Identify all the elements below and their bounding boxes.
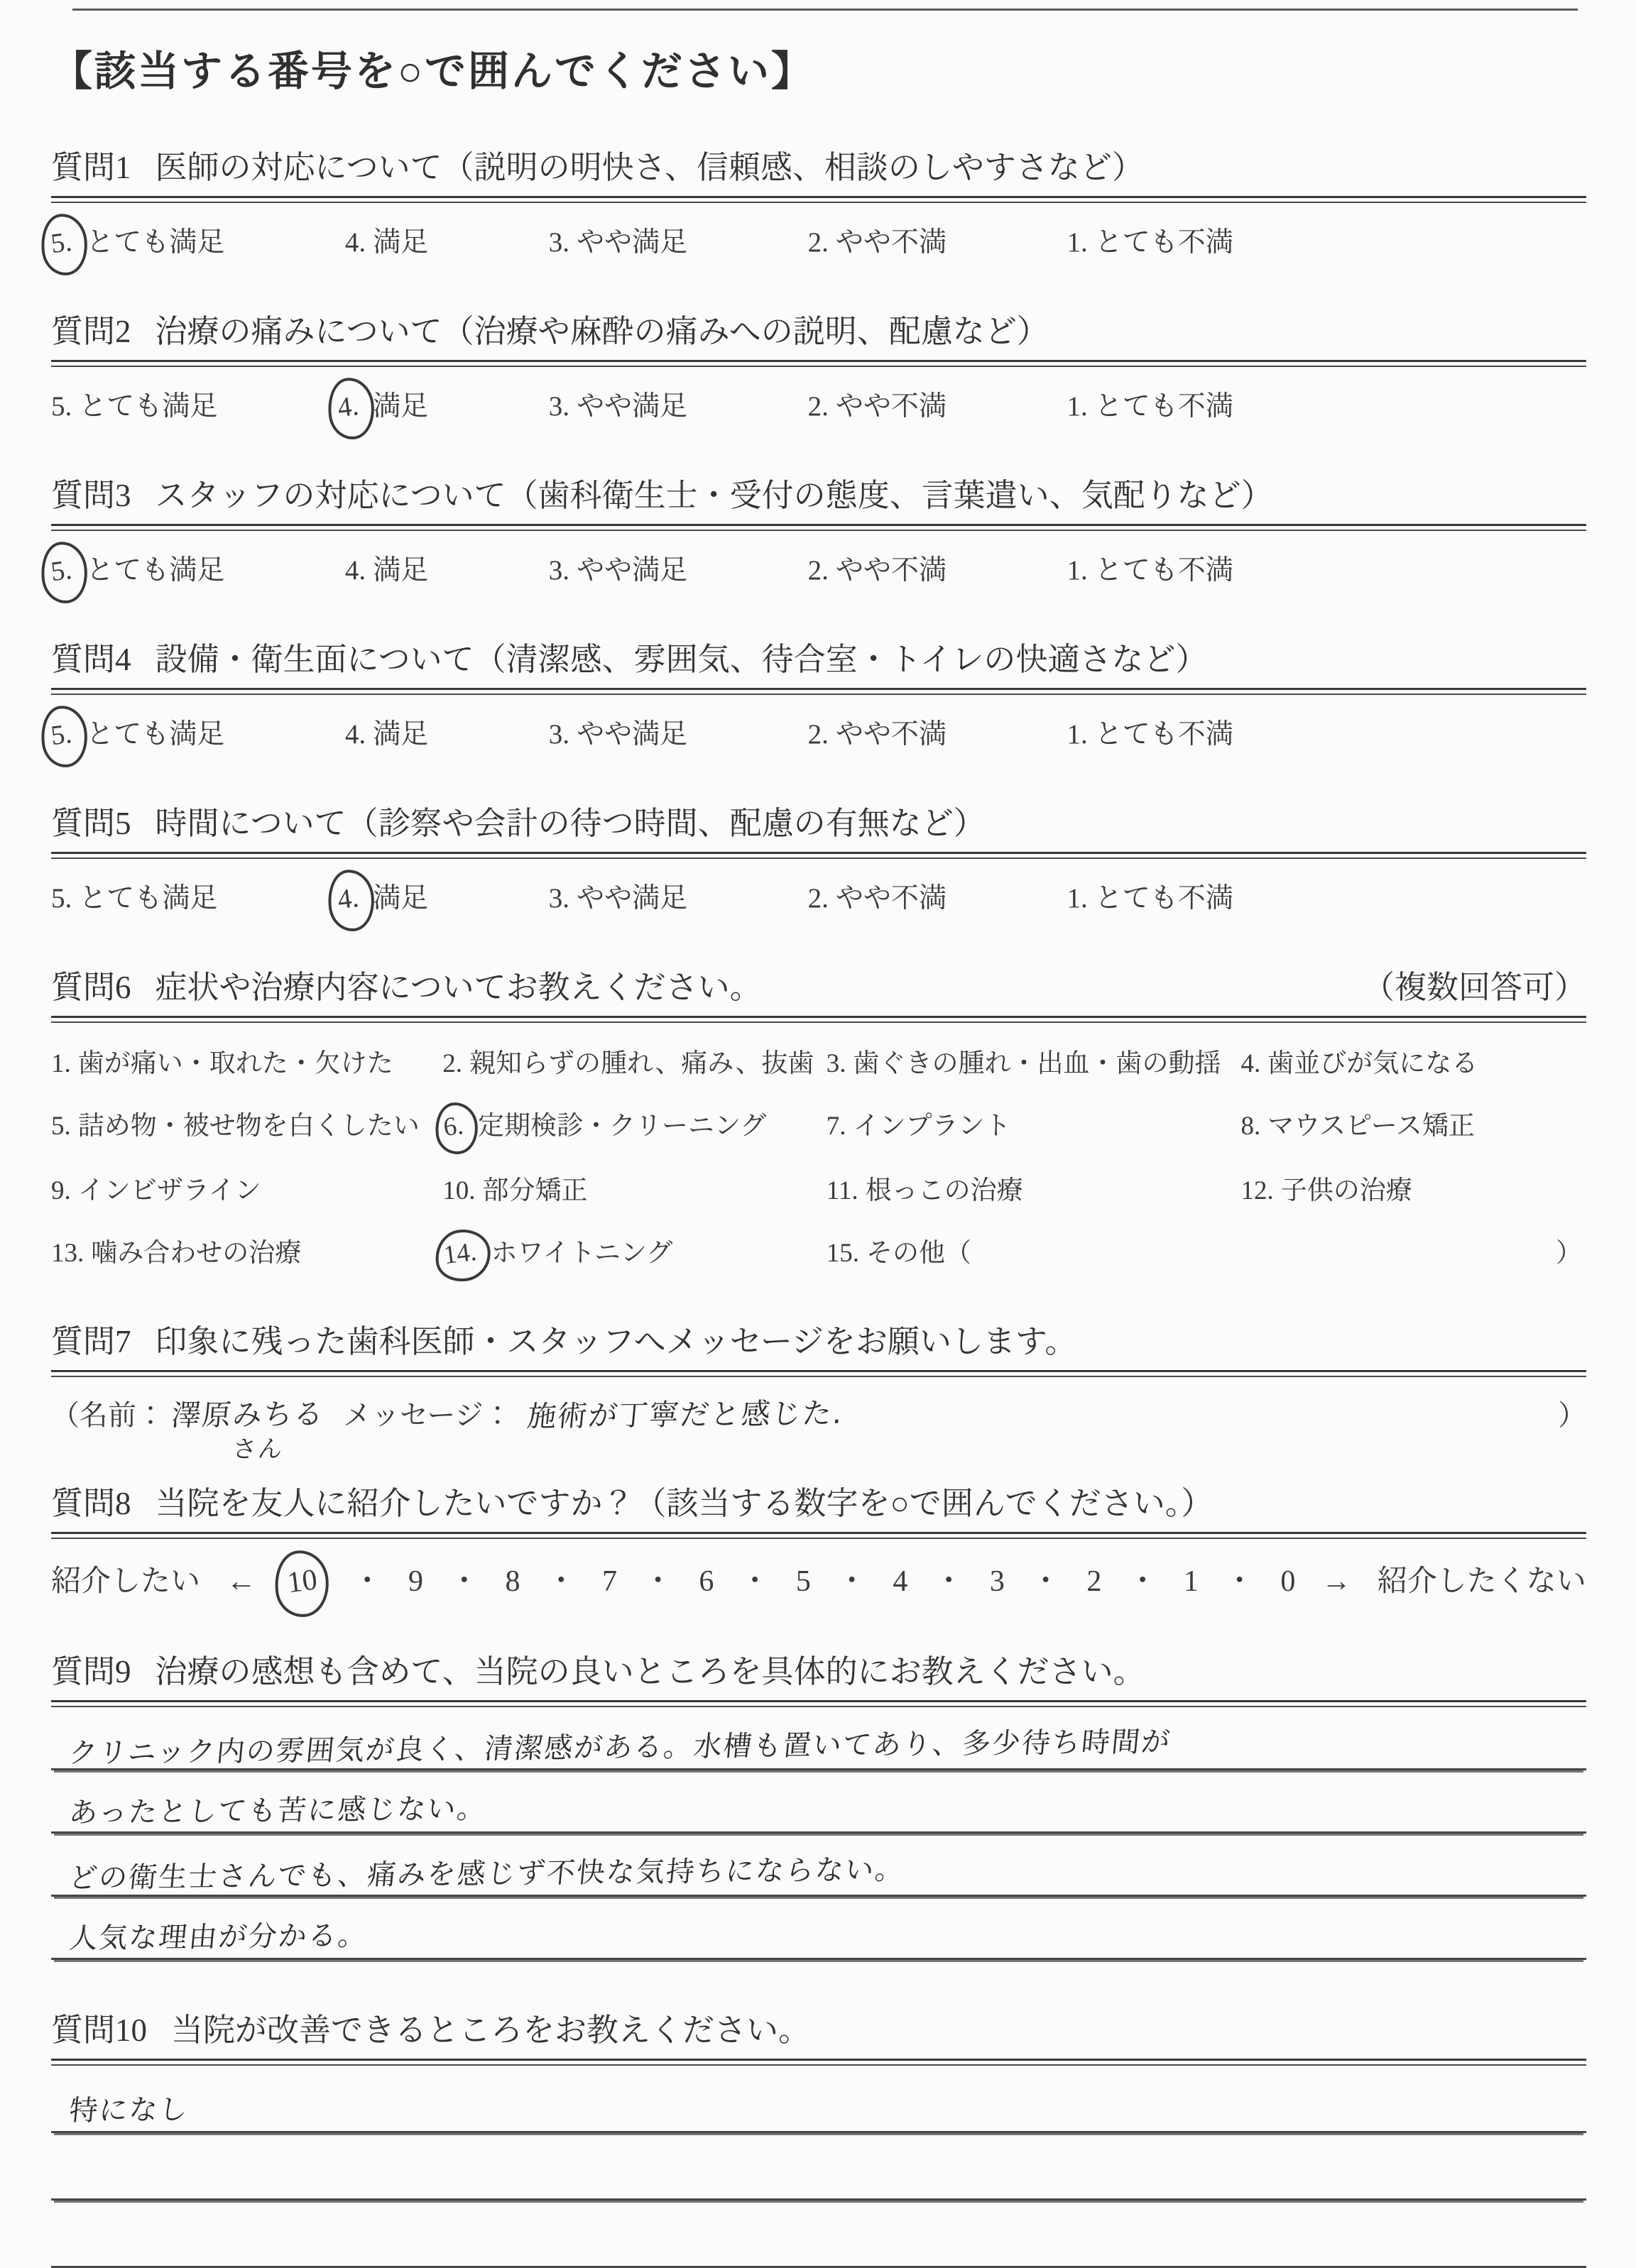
rating-option-4: 4. 満足	[338, 384, 428, 425]
page-title: 【該当する番号を○で囲んでください】	[51, 48, 815, 94]
treatment-item-14: 14. ホワイトニング	[442, 1231, 827, 1271]
question-number: 質問6	[51, 970, 131, 1005]
rating-option-3: 3. やや満足	[548, 227, 687, 258]
question-text: スタッフの対応について（歯科衛生士・受付の態度、言葉遣い、気配りなど）	[155, 478, 1273, 513]
rating-option-4: 4. 満足	[338, 876, 428, 917]
dot-separator: ・	[546, 1565, 577, 1598]
nps-scale	[51, 1557, 1586, 1601]
question-text: 時間について（診察や会計の待つ時間、配慮の有無など）	[155, 806, 986, 841]
question-number: 質問5	[51, 806, 131, 841]
handwritten-answer: どの衛生士さんでも、痛みを感じず不快な気持ちにならない。	[67, 1853, 907, 1895]
right-arrow-icon: →	[1321, 1565, 1352, 1598]
question-title	[51, 1645, 1586, 1692]
dot-separator: ・	[934, 1565, 964, 1598]
question-8	[51, 1477, 1586, 1601]
rating-option-3: 3. やや満足	[548, 555, 687, 586]
treatment-item-7: 7. インプラント	[826, 1112, 1011, 1141]
left-arrow-icon: ←	[226, 1565, 256, 1598]
handwritten-answer: あったとしても苦に感じない。	[67, 1792, 489, 1830]
question-1	[51, 141, 1586, 261]
rating-option-4: 4. 満足	[344, 227, 429, 258]
divider	[51, 688, 1586, 695]
dot-separator: ・	[449, 1565, 479, 1598]
divider	[51, 360, 1586, 367]
question-number: 質問9	[51, 1654, 131, 1689]
handwritten-circle: 5.	[38, 539, 91, 606]
answer-line-1	[51, 1707, 1586, 1770]
dot-separator: ・	[643, 1565, 673, 1598]
question-title	[51, 1315, 1586, 1362]
question-number: 質問8	[51, 1486, 131, 1521]
treatment-item-8: 8. マウスピース矯正	[1240, 1112, 1475, 1141]
treatment-item-4: 4. 歯並びが気になる	[1240, 1049, 1478, 1078]
divider	[51, 1700, 1586, 1707]
handwritten-circle: 5.	[38, 703, 91, 769]
question-7	[51, 1315, 1586, 1464]
name-field-label: （名前：	[51, 1399, 165, 1431]
question-text: 治療の痛みについて（治療や麻酔の痛みへの説明、配慮など）	[155, 314, 1049, 349]
treatment-item-12: 12. 子供の治療	[1240, 1176, 1412, 1205]
scale-number-5: 5	[795, 1565, 811, 1598]
handwritten-circle: 5.	[38, 211, 91, 278]
question-3	[51, 469, 1586, 589]
dot-separator: ・	[740, 1565, 770, 1598]
treatment-item-10: 10. 部分矯正	[442, 1176, 588, 1205]
question-10	[51, 2004, 1586, 2268]
rating-options	[51, 712, 1233, 753]
rating-option-2: 2. やや不満	[807, 555, 947, 586]
treatment-item-1: 1. 歯が痛い・取れた・欠けた	[51, 1049, 393, 1078]
multiple-answers-note: （複数回答可）	[1362, 970, 1586, 1005]
rating-option-1: 1. とても不満	[1067, 555, 1233, 586]
question-number: 質問10	[51, 2012, 148, 2048]
message-field-label: メッセージ：	[343, 1399, 512, 1431]
answer-line-1	[51, 2066, 1586, 2133]
scale-right-label: 紹介したくない	[1377, 1565, 1586, 1598]
question-number: 質問1	[51, 150, 131, 185]
question-title	[51, 141, 1586, 187]
question-text: 当院が改善できるところをお教えください。	[171, 2012, 811, 2048]
question-5	[51, 797, 1586, 917]
rating-options	[51, 220, 1233, 261]
handwritten-circle: 10	[271, 1547, 333, 1621]
rating-option-1: 1. とても不満	[1067, 391, 1233, 422]
question-text: 印象に残った歯科医師・スタッフへメッセージをお願いします。	[155, 1324, 1077, 1359]
handwritten-name: 澤原みちる さん	[170, 1396, 327, 1464]
handwritten-circle: 4.	[325, 867, 378, 933]
treatment-item-9: 9. インビザライン	[51, 1176, 261, 1205]
scale-number-8: 8	[505, 1565, 520, 1598]
rating-option-1: 1. とても不満	[1067, 227, 1233, 258]
divider	[51, 524, 1586, 531]
rating-option-3: 3. やや満足	[548, 883, 687, 914]
handwritten-answer: クリニック内の雰囲気が良く、清潔感がある。水槽も置いてあり、多少待ち時間が	[67, 1725, 1173, 1770]
rating-option-5: 5. とても満足	[51, 548, 224, 589]
rating-option-5: 5. とても満足	[51, 712, 224, 753]
handwritten-circle: 6.	[432, 1100, 481, 1157]
answer-line-2	[51, 1770, 1586, 1834]
scale-number-3: 3	[989, 1565, 1005, 1598]
answer-line-3	[51, 1834, 1586, 1897]
rating-option-1: 1. とても不満	[1067, 883, 1233, 914]
scale-number-4: 4	[893, 1565, 908, 1598]
question-title	[51, 1477, 1586, 1523]
rating-option-2: 2. やや不満	[807, 719, 947, 750]
answer-line-2	[51, 2133, 1586, 2201]
rating-option-2: 2. やや不満	[807, 391, 947, 422]
dot-separator: ・	[836, 1565, 867, 1598]
scale-number-2: 2	[1086, 1565, 1102, 1598]
rating-options	[51, 548, 1233, 589]
rating-options	[51, 384, 1233, 425]
treatment-item-13: 13. 噛み合わせの治療	[51, 1239, 302, 1268]
handwritten-name-suffix: さん	[231, 1435, 285, 1464]
question-9	[51, 1645, 1586, 1960]
question-title	[51, 633, 1586, 679]
scale-number-10	[282, 1563, 326, 1601]
question-4	[51, 633, 1586, 753]
scale-number-9: 9	[408, 1565, 423, 1598]
treatment-item-3: 3. 歯ぐきの腫れ・出血・歯の動揺	[826, 1049, 1221, 1078]
rating-option-5: 5. とても満足	[51, 220, 224, 261]
close-paren: ）	[1558, 1399, 1586, 1431]
rating-option-5: 5. とても満足	[51, 883, 218, 914]
question-text: 設備・衛生面について（清潔感、雰囲気、待合室・トイレの快適さなど）	[155, 642, 1208, 677]
question-text: 医師の対応について（説明の明快さ、信頼感、相談のしやすさなど）	[155, 150, 1144, 185]
rating-option-2: 2. やや不満	[807, 883, 947, 914]
question-6	[51, 961, 1586, 1271]
scale-number-6: 6	[699, 1565, 714, 1598]
answer-line-3	[51, 2201, 1586, 2268]
divider	[51, 2059, 1586, 2066]
treatment-item-5: 5. 詰め物・被せ物を白くしたい	[51, 1112, 420, 1141]
question-text: 当院を友人に紹介したいですか？（該当する数字を○で囲んでください。）	[155, 1486, 1214, 1521]
divider	[51, 1016, 1586, 1023]
question-2	[51, 305, 1586, 425]
question-title	[51, 961, 1586, 1007]
handwritten-answer: 人気な理由が分かる。	[67, 1919, 370, 1956]
handwritten-answer: 特になし	[67, 2093, 190, 2127]
treatment-item-15-other: 15. その他（	[826, 1239, 972, 1268]
question-number: 質問4	[51, 642, 131, 677]
treatment-item-2: 2. 親知らずの腫れ、痛み、抜歯	[442, 1049, 814, 1078]
rating-option-3: 3. やや満足	[548, 391, 687, 422]
scan-edge-line	[72, 9, 1578, 11]
rating-option-2: 2. やや不満	[807, 227, 947, 258]
treatment-options-grid	[51, 1041, 1586, 1271]
question-title	[51, 797, 1586, 843]
message-answer-line	[51, 1391, 1586, 1464]
question-number: 質問2	[51, 314, 131, 349]
treatment-item-6: 6. 定期検診・クリーニング	[442, 1104, 827, 1144]
dot-separator: ・	[1128, 1565, 1158, 1598]
answer-line-4	[51, 1897, 1586, 1960]
dot-separator: ・	[352, 1565, 383, 1598]
rating-option-4: 4. 満足	[344, 555, 429, 586]
question-number: 質問3	[51, 478, 131, 513]
rating-options	[51, 876, 1233, 917]
divider	[51, 196, 1586, 203]
rating-option-3: 3. やや満足	[548, 719, 687, 750]
handwritten-message: 施術が丁寧だと感じた.	[525, 1396, 845, 1434]
divider	[51, 852, 1586, 859]
divider	[51, 1370, 1586, 1377]
other-close-paren: ）	[1555, 1239, 1582, 1268]
treatment-item-11: 11. 根っこの治療	[826, 1176, 1023, 1205]
scale-number-0: 0	[1280, 1565, 1296, 1598]
question-title	[51, 305, 1586, 351]
scale-number-7: 7	[601, 1565, 617, 1598]
dot-separator: ・	[1030, 1565, 1061, 1598]
rating-option-4: 4. 満足	[344, 719, 429, 750]
handwritten-circle: 4.	[325, 375, 378, 442]
divider	[51, 1532, 1586, 1539]
question-text: 治療の感想も含めて、当院の良いところを具体的にお教えください。	[155, 1654, 1145, 1689]
question-title	[51, 469, 1586, 515]
scale-number-1: 1	[1183, 1565, 1199, 1598]
handwritten-circle: 14.	[432, 1227, 494, 1285]
scale-left-label: 紹介したい	[51, 1565, 201, 1598]
question-title	[51, 2004, 1586, 2050]
question-text: 症状や治療内容についてお教えください。	[155, 970, 762, 1005]
rating-option-1: 1. とても不満	[1067, 719, 1233, 750]
dot-separator: ・	[1224, 1565, 1255, 1598]
question-number: 質問7	[51, 1324, 131, 1359]
rating-option-5: 5. とても満足	[51, 391, 218, 422]
